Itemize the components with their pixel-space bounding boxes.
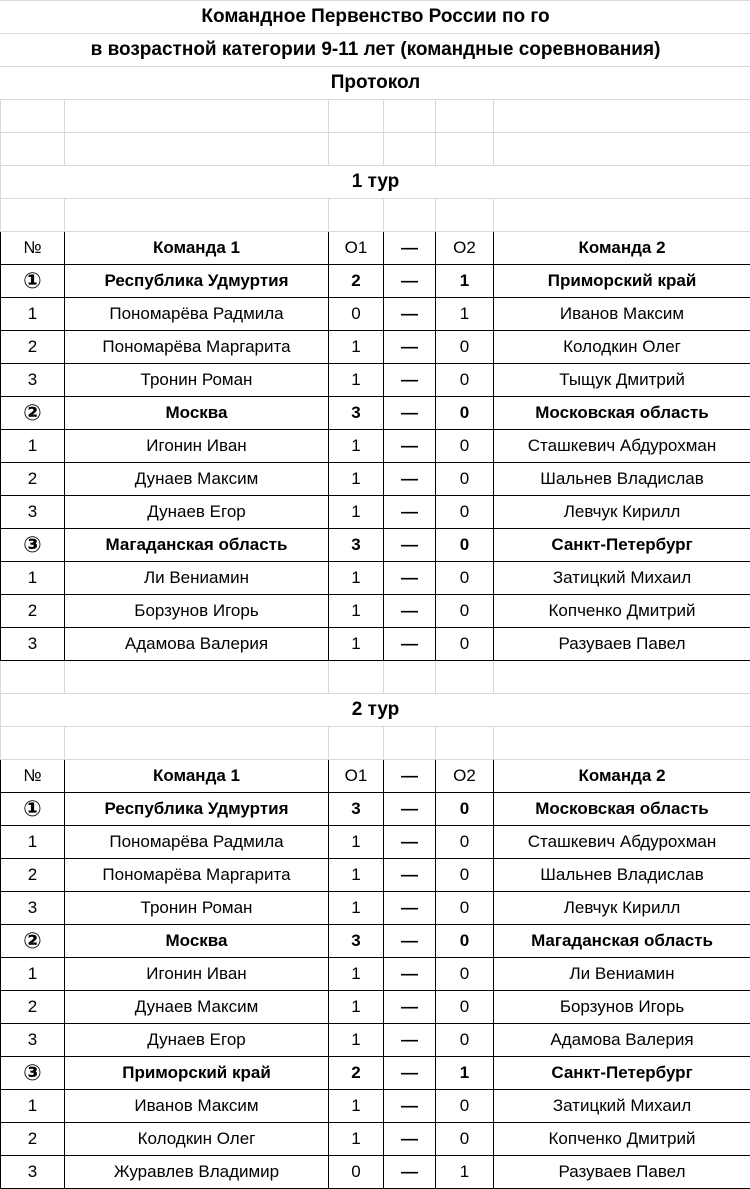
header-o2[interactable]: О2 (436, 760, 494, 793)
player2-score[interactable]: 0 (436, 892, 494, 925)
round-title-row (1, 694, 750, 727)
match-number[interactable]: ① (1, 265, 65, 298)
empty-cell[interactable] (65, 100, 329, 133)
score-dash[interactable]: — (384, 1156, 436, 1189)
player2-name[interactable]: Разуваев Павел (494, 628, 750, 661)
player1-score[interactable]: 1 (329, 430, 384, 463)
player1-score[interactable]: 1 (329, 1123, 384, 1156)
empty-cell[interactable] (494, 199, 750, 232)
player2-score[interactable]: 1 (436, 1156, 494, 1189)
empty-cell[interactable] (494, 100, 750, 133)
empty-cell[interactable] (329, 727, 384, 760)
blank-row (1, 133, 750, 166)
score-dash[interactable]: — (384, 364, 436, 397)
team1-name[interactable]: Магаданская область (65, 529, 329, 562)
score-dash[interactable]: — (384, 925, 436, 958)
player1-score[interactable]: 1 (329, 562, 384, 595)
team2-score[interactable]: 0 (436, 397, 494, 430)
header-o1[interactable]: О1 (329, 232, 384, 265)
player1-score[interactable]: 1 (329, 1024, 384, 1057)
player1-name[interactable]: Пономарёва Маргарита (65, 859, 329, 892)
player1-score[interactable]: 1 (329, 628, 384, 661)
board-number[interactable]: 3 (1, 892, 65, 925)
team1-score[interactable]: 3 (329, 793, 384, 826)
score-dash[interactable]: — (384, 628, 436, 661)
player2-score[interactable]: 0 (436, 430, 494, 463)
team1-score[interactable]: 3 (329, 925, 384, 958)
player1-score[interactable]: 0 (329, 1156, 384, 1189)
player2-score[interactable]: 0 (436, 628, 494, 661)
header-no[interactable]: № (1, 232, 65, 265)
game-row (1, 562, 750, 595)
score-dash[interactable]: — (384, 265, 436, 298)
player1-name[interactable]: Пономарёва Радмила (65, 298, 329, 331)
player1-name[interactable]: Игонин Иван (65, 958, 329, 991)
player1-name[interactable]: Колодкин Олег (65, 1123, 329, 1156)
header-team2[interactable]: Команда 2 (494, 760, 750, 793)
team2-name[interactable]: Магаданская область (494, 925, 750, 958)
board-number[interactable]: 1 (1, 958, 65, 991)
title-row (1, 34, 750, 67)
empty-cell[interactable] (436, 727, 494, 760)
player2-score[interactable]: 0 (436, 562, 494, 595)
title-row (1, 1, 750, 34)
empty-cell[interactable] (384, 199, 436, 232)
score-dash[interactable]: — (384, 529, 436, 562)
player1-name[interactable]: Тронин Роман (65, 364, 329, 397)
empty-cell[interactable] (329, 661, 384, 694)
team2-score[interactable]: 0 (436, 529, 494, 562)
player1-name[interactable]: Дунаев Егор (65, 496, 329, 529)
player2-name[interactable]: Борзунов Игорь (494, 991, 750, 1024)
empty-cell[interactable] (384, 133, 436, 166)
score-dash[interactable]: — (384, 1057, 436, 1090)
player2-name[interactable]: Затицкий Михаил (494, 1090, 750, 1123)
player2-name[interactable]: Шальнев Владислав (494, 859, 750, 892)
team2-name[interactable]: Санкт-Петербург (494, 1057, 750, 1090)
team-match-row (1, 529, 750, 562)
empty-cell[interactable] (384, 727, 436, 760)
player1-name[interactable]: Тронин Роман (65, 892, 329, 925)
empty-cell[interactable] (494, 661, 750, 694)
team1-score[interactable]: 3 (329, 397, 384, 430)
board-number[interactable]: 3 (1, 1024, 65, 1057)
game-row (1, 298, 750, 331)
player2-score[interactable]: 0 (436, 859, 494, 892)
team2-name[interactable]: Московская область (494, 397, 750, 430)
player1-score[interactable]: 1 (329, 1090, 384, 1123)
header-dash[interactable]: — (384, 232, 436, 265)
score-dash[interactable]: — (384, 826, 436, 859)
team-match-row (1, 793, 750, 826)
player2-name[interactable]: Адамова Валерия (494, 1024, 750, 1057)
player1-score[interactable]: 1 (329, 595, 384, 628)
score-dash[interactable]: — (384, 1024, 436, 1057)
empty-cell[interactable] (436, 199, 494, 232)
title-line-1[interactable]: Командное Первенство России по го (1, 1, 750, 34)
team2-name[interactable]: Санкт-Петербург (494, 529, 750, 562)
score-dash[interactable]: — (384, 595, 436, 628)
empty-cell[interactable] (436, 100, 494, 133)
team2-score[interactable]: 0 (436, 925, 494, 958)
score-dash[interactable]: — (384, 859, 436, 892)
score-dash[interactable]: — (384, 958, 436, 991)
player2-name[interactable]: Разуваев Павел (494, 1156, 750, 1189)
empty-cell[interactable] (1, 727, 65, 760)
player1-score[interactable]: 1 (329, 496, 384, 529)
board-number[interactable]: 2 (1, 595, 65, 628)
board-number[interactable]: 3 (1, 1156, 65, 1189)
match-number[interactable]: ③ (1, 1057, 65, 1090)
empty-cell[interactable] (494, 133, 750, 166)
player2-name[interactable]: Левчук Кирилл (494, 892, 750, 925)
player1-name[interactable]: Ли Вениамин (65, 562, 329, 595)
player1-score[interactable]: 1 (329, 364, 384, 397)
game-row (1, 463, 750, 496)
game-row (1, 958, 750, 991)
match-number[interactable]: ② (1, 925, 65, 958)
game-row (1, 1123, 750, 1156)
match-number[interactable]: ① (1, 793, 65, 826)
team2-name[interactable]: Московская область (494, 793, 750, 826)
player2-name[interactable]: Иванов Максим (494, 298, 750, 331)
player1-name[interactable]: Пономарёва Радмила (65, 826, 329, 859)
player2-score[interactable]: 0 (436, 826, 494, 859)
game-row (1, 1024, 750, 1057)
score-dash[interactable]: — (384, 892, 436, 925)
empty-cell[interactable] (329, 100, 384, 133)
player2-score[interactable]: 0 (436, 496, 494, 529)
player1-score[interactable]: 1 (329, 991, 384, 1024)
empty-cell[interactable] (329, 199, 384, 232)
score-dash[interactable]: — (384, 331, 436, 364)
player2-score[interactable]: 0 (436, 991, 494, 1024)
game-row (1, 859, 750, 892)
score-dash[interactable]: — (384, 397, 436, 430)
empty-cell[interactable] (1, 661, 65, 694)
empty-cell[interactable] (494, 727, 750, 760)
team1-name[interactable]: Москва (65, 925, 329, 958)
blank-row (1, 727, 750, 760)
player1-score[interactable]: 1 (329, 958, 384, 991)
board-number[interactable]: 1 (1, 826, 65, 859)
game-row (1, 892, 750, 925)
player2-name[interactable]: Сташкевич Абдурохман (494, 826, 750, 859)
header-team1[interactable]: Команда 1 (65, 232, 329, 265)
player2-name[interactable]: Копченко Дмитрий (494, 595, 750, 628)
player2-name[interactable]: Шальнев Владислав (494, 463, 750, 496)
score-dash[interactable]: — (384, 1090, 436, 1123)
round-title-row (1, 166, 750, 199)
team-match-row (1, 265, 750, 298)
player1-name[interactable]: Борзунов Игорь (65, 595, 329, 628)
empty-cell[interactable] (65, 133, 329, 166)
empty-cell[interactable] (65, 727, 329, 760)
team1-score[interactable]: 2 (329, 1057, 384, 1090)
empty-cell[interactable] (329, 133, 384, 166)
player2-score[interactable]: 0 (436, 331, 494, 364)
player2-score[interactable]: 0 (436, 958, 494, 991)
team1-score[interactable]: 3 (329, 529, 384, 562)
team-match-row (1, 397, 750, 430)
score-dash[interactable]: — (384, 562, 436, 595)
game-row (1, 1090, 750, 1123)
game-row (1, 430, 750, 463)
title-line-3[interactable]: Протокол (1, 67, 750, 100)
empty-cell[interactable] (436, 661, 494, 694)
game-row (1, 1156, 750, 1189)
player1-score[interactable]: 0 (329, 298, 384, 331)
game-row (1, 628, 750, 661)
game-row (1, 991, 750, 1024)
player2-score[interactable]: 0 (436, 595, 494, 628)
header-no[interactable]: № (1, 760, 65, 793)
board-number[interactable]: 1 (1, 298, 65, 331)
board-number[interactable]: 2 (1, 991, 65, 1024)
header-o1[interactable]: О1 (329, 760, 384, 793)
title-line-2[interactable]: в возрастной категории 9-11 лет (командные соревнования) (1, 34, 750, 67)
team1-name[interactable]: Москва (65, 397, 329, 430)
empty-cell[interactable] (65, 661, 329, 694)
player2-score[interactable]: 0 (436, 463, 494, 496)
player1-name[interactable]: Иванов Максим (65, 1090, 329, 1123)
empty-cell[interactable] (1, 100, 65, 133)
team2-name[interactable]: Приморский край (494, 265, 750, 298)
score-dash[interactable]: — (384, 298, 436, 331)
board-number[interactable]: 3 (1, 364, 65, 397)
header-row (1, 232, 750, 265)
empty-cell[interactable] (1, 199, 65, 232)
empty-cell[interactable] (384, 661, 436, 694)
team1-name[interactable]: Республика Удмуртия (65, 793, 329, 826)
player1-name[interactable]: Игонин Иван (65, 430, 329, 463)
player2-name[interactable]: Сташкевич Абдурохман (494, 430, 750, 463)
board-number[interactable]: 1 (1, 562, 65, 595)
player2-name[interactable]: Ли Вениамин (494, 958, 750, 991)
empty-cell[interactable] (436, 133, 494, 166)
player2-name[interactable]: Левчук Кирилл (494, 496, 750, 529)
player2-score[interactable]: 0 (436, 364, 494, 397)
player2-score[interactable]: 0 (436, 1090, 494, 1123)
player1-score[interactable]: 1 (329, 826, 384, 859)
player2-name[interactable]: Копченко Дмитрий (494, 1123, 750, 1156)
blank-row (1, 199, 750, 232)
game-row (1, 364, 750, 397)
game-row (1, 331, 750, 364)
player2-name[interactable]: Колодкин Олег (494, 331, 750, 364)
header-dash[interactable]: — (384, 760, 436, 793)
board-number[interactable]: 3 (1, 496, 65, 529)
player1-name[interactable]: Адамова Валерия (65, 628, 329, 661)
game-row (1, 826, 750, 859)
header-o2[interactable]: О2 (436, 232, 494, 265)
team2-score[interactable]: 0 (436, 793, 494, 826)
player2-name[interactable]: Затицкий Михаил (494, 562, 750, 595)
player1-name[interactable]: Дунаев Максим (65, 463, 329, 496)
score-dash[interactable]: — (384, 1123, 436, 1156)
team1-name[interactable]: Приморский край (65, 1057, 329, 1090)
empty-cell[interactable] (65, 199, 329, 232)
title-row (1, 67, 750, 100)
match-number[interactable]: ② (1, 397, 65, 430)
game-row (1, 496, 750, 529)
player2-score[interactable]: 0 (436, 1123, 494, 1156)
board-number[interactable]: 2 (1, 463, 65, 496)
player1-name[interactable]: Дунаев Максим (65, 991, 329, 1024)
player1-score[interactable]: 1 (329, 463, 384, 496)
empty-cell[interactable] (384, 100, 436, 133)
header-team1[interactable]: Команда 1 (65, 760, 329, 793)
team1-name[interactable]: Республика Удмуртия (65, 265, 329, 298)
team2-score[interactable]: 1 (436, 1057, 494, 1090)
team1-score[interactable]: 2 (329, 265, 384, 298)
score-dash[interactable]: — (384, 463, 436, 496)
score-dash[interactable]: — (384, 991, 436, 1024)
board-number[interactable]: 1 (1, 430, 65, 463)
board-number[interactable]: 2 (1, 1123, 65, 1156)
board-number[interactable]: 2 (1, 331, 65, 364)
score-dash[interactable]: — (384, 496, 436, 529)
team-match-row (1, 1057, 750, 1090)
round-title[interactable]: 1 тур (1, 166, 750, 199)
team2-score[interactable]: 1 (436, 265, 494, 298)
game-row (1, 595, 750, 628)
player1-score[interactable]: 1 (329, 859, 384, 892)
empty-cell[interactable] (1, 133, 65, 166)
match-number[interactable]: ③ (1, 529, 65, 562)
player1-score[interactable]: 1 (329, 892, 384, 925)
player2-name[interactable]: Тыщук Дмитрий (494, 364, 750, 397)
round-title[interactable]: 2 тур (1, 694, 750, 727)
board-number[interactable]: 3 (1, 628, 65, 661)
header-row (1, 760, 750, 793)
player1-name[interactable]: Журавлев Владимир (65, 1156, 329, 1189)
board-number[interactable]: 1 (1, 1090, 65, 1123)
blank-row (1, 100, 750, 133)
player1-name[interactable]: Дунаев Егор (65, 1024, 329, 1057)
blank-row (1, 661, 750, 694)
player1-score[interactable]: 1 (329, 331, 384, 364)
score-dash[interactable]: — (384, 793, 436, 826)
board-number[interactable]: 2 (1, 859, 65, 892)
protocol-body (1, 1, 750, 1189)
player2-score[interactable]: 0 (436, 1024, 494, 1057)
team-match-row (1, 925, 750, 958)
player1-name[interactable]: Пономарёва Маргарита (65, 331, 329, 364)
player2-score[interactable]: 1 (436, 298, 494, 331)
header-team2[interactable]: Команда 2 (494, 232, 750, 265)
score-dash[interactable]: — (384, 430, 436, 463)
